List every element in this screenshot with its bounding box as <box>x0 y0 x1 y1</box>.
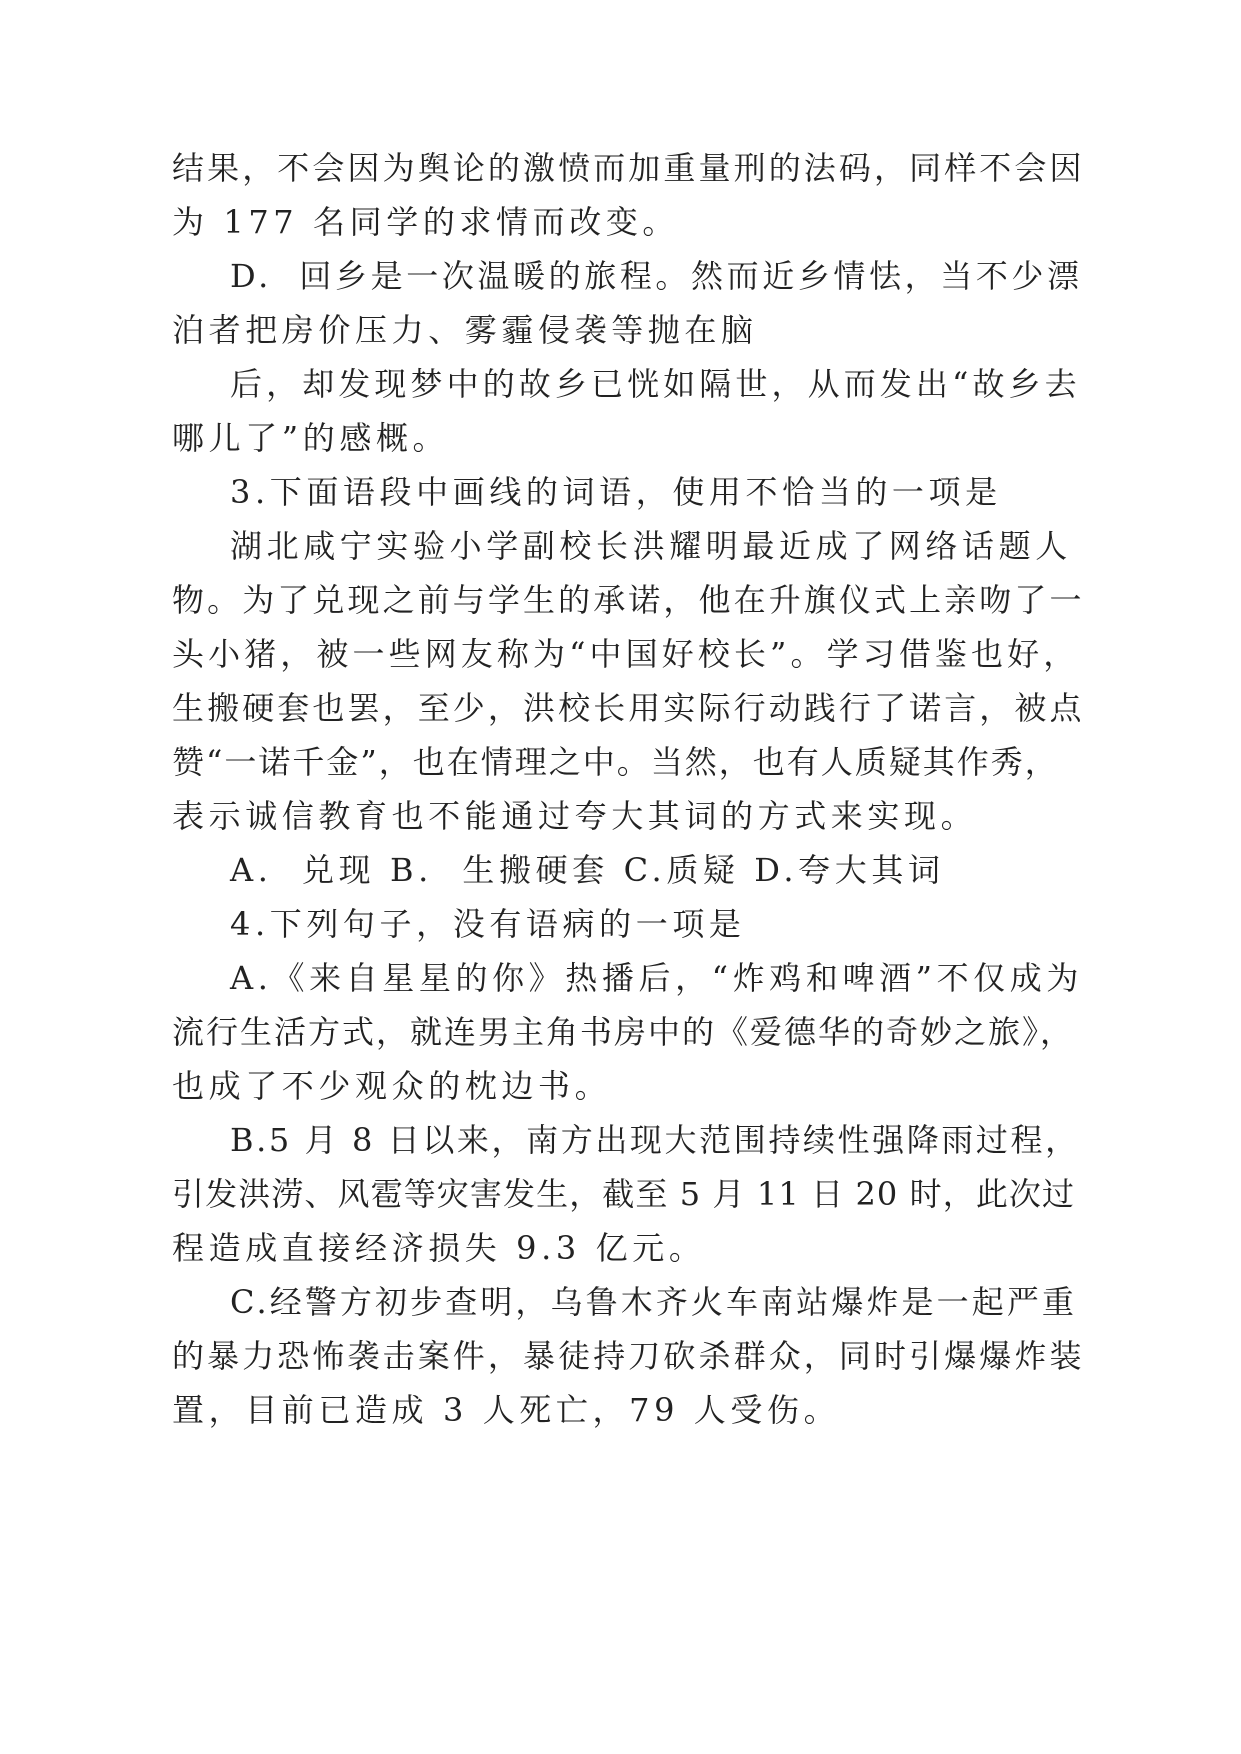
text-line: 生搬硬套也罢，至少，洪校长用实际行动践行了诺言，被点 <box>172 689 1085 727</box>
text-line: 为 177 名同学的求情而改变。 <box>172 203 680 241</box>
text-line: 引发洪涝、风雹等灾害发生，截至 5 月 11 日 20 时，此次过 <box>172 1175 1076 1213</box>
text-line: 程造成直接经济损失 9.3 亿元。 <box>172 1229 706 1267</box>
option-c: C.经警方初步查明，乌鲁木齐火车南站爆炸是一起严重 <box>230 1283 1078 1321</box>
text-line: 泊者把房价压力、雾霾侵袭等抛在脑 <box>172 311 758 349</box>
text-line: 置，目前已造成 3 人死亡，79 人受伤。 <box>172 1391 841 1429</box>
text-line: 湖北咸宁实验小学副校长洪耀明最近成了网络话题人 <box>230 527 1072 565</box>
text-line: 表示诚信教育也不能通过夸大其词的方式来实现。 <box>172 797 978 835</box>
text-line: 赞“一诺千金”，也在情理之中。当然，也有人质疑其作秀， <box>172 743 1059 781</box>
text-line: D. 回乡是一次温暖的旅程。然而近乡情怯，当不少漂 <box>230 257 1083 295</box>
option-b: B.5 月 8 日以来，南方出现大范围持续性强降雨过程， <box>230 1121 1080 1159</box>
text-line: 后，却发现梦中的故乡已恍如隔世，从而发出“故乡去 <box>230 365 1081 403</box>
text-line: 物。为了兑现之前与学生的承诺，他在升旗仪式上亲吻了一 <box>172 581 1085 619</box>
text-line: 的暴力恐怖袭击案件，暴徒持刀砍杀群众，同时引爆爆炸装 <box>172 1337 1085 1375</box>
question-4-stem: 4.下列句子，没有语病的一项是 <box>230 905 746 943</box>
option-a: A.《来自星星的你》热播后，“炸鸡和啤酒”不仅成为 <box>230 959 1084 997</box>
question-3-options: A. 兑现 B. 生搬硬套 C.质疑 D.夸大其词 <box>230 851 945 889</box>
text-line: 流行生活方式，就连男主角书房中的《爱德华的奇妙之旅》， <box>172 1013 1075 1051</box>
text-line: 哪儿了”的感概。 <box>172 419 450 457</box>
question-3-stem: 3.下面语段中画线的词语，使用不恰当的一项是 <box>230 473 1002 511</box>
text-line: 头小猪，被一些网友称为“中国好校长”。学习借鉴也好， <box>172 635 1080 673</box>
text-line: 结果，不会因为舆论的激愤而加重量刑的法码，同样不会因 <box>172 149 1085 187</box>
text-line: 也成了不少观众的枕边书。 <box>172 1067 612 1105</box>
